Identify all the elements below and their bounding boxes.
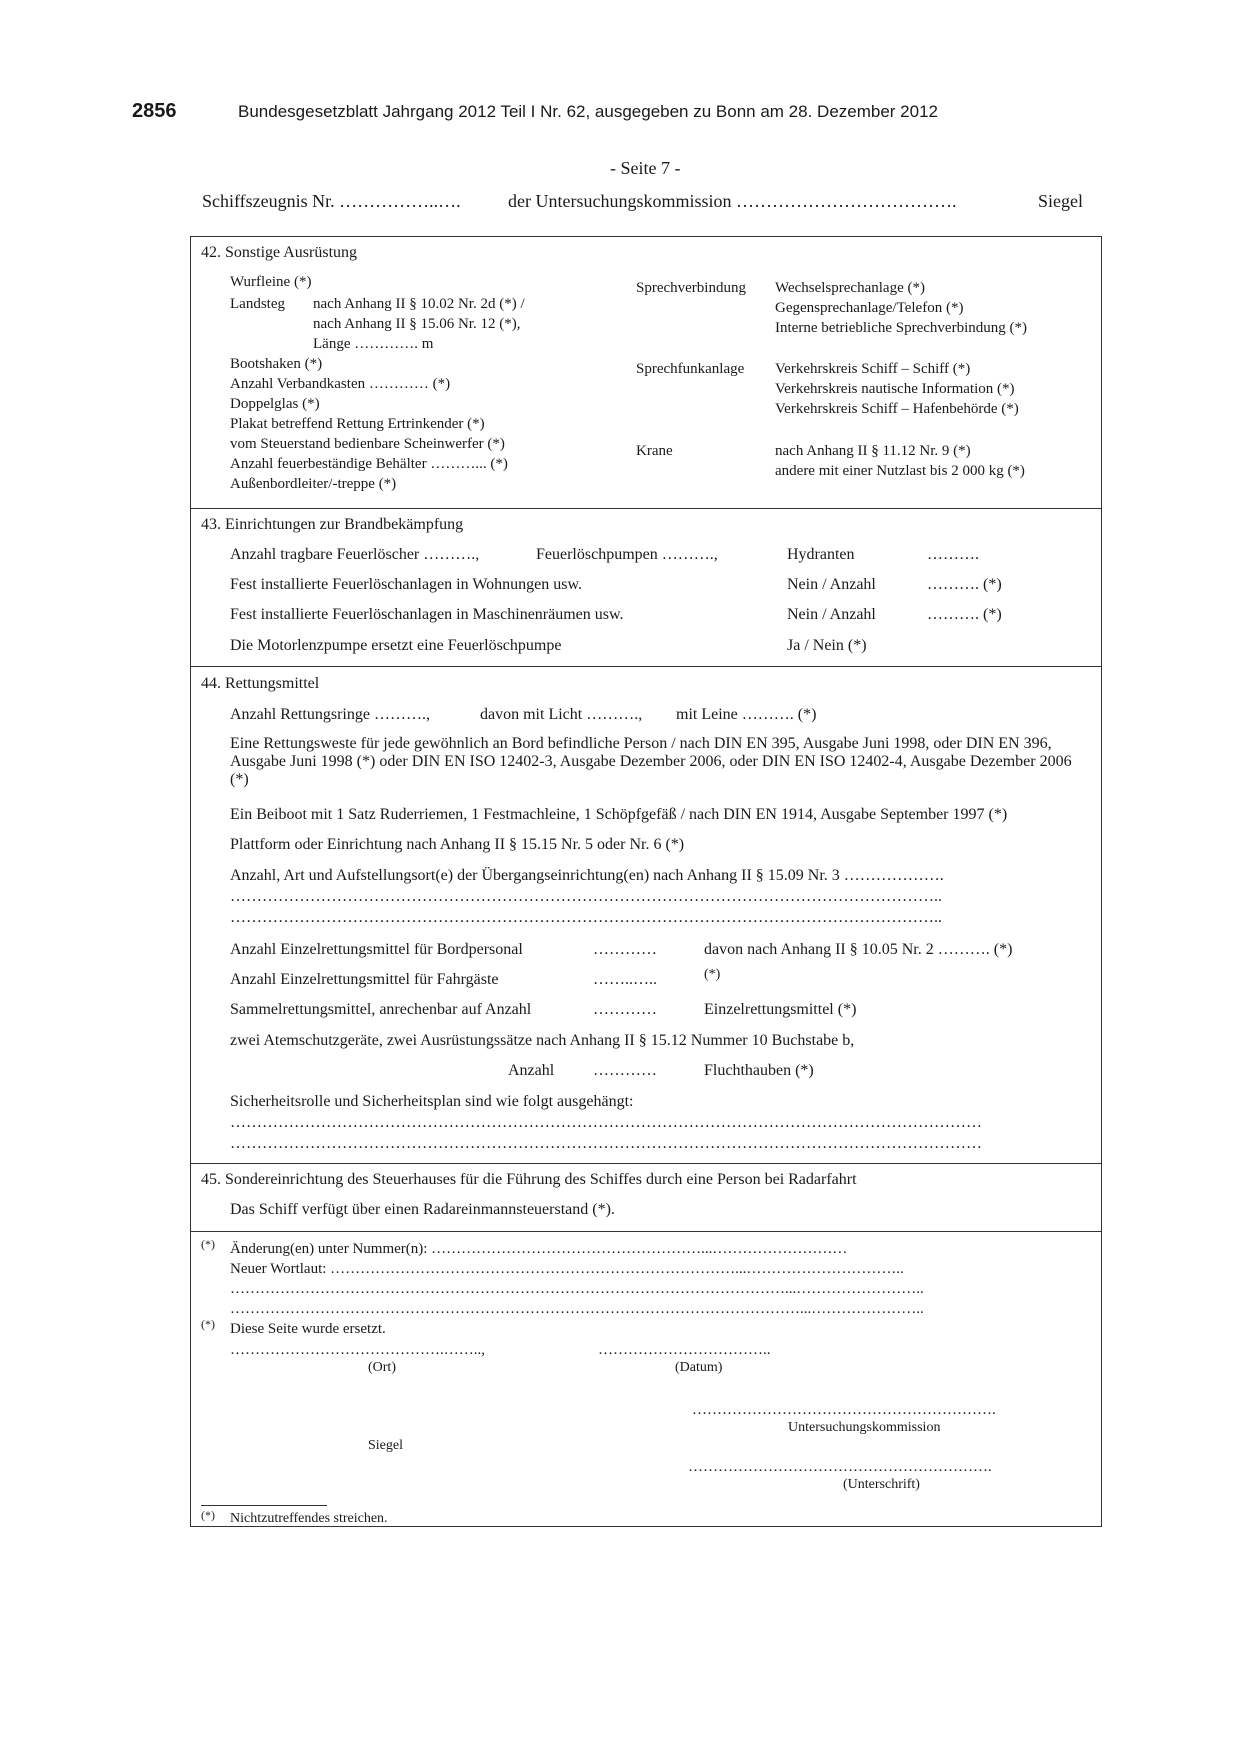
- item-wurfleine: Wurfleine (*): [230, 274, 312, 290]
- rettungsringe-licht: davon mit Licht ……….,: [480, 706, 643, 723]
- item-krane-andere: andere mit einer Nutzlast bis 2 000 kg (*): [775, 463, 1025, 479]
- unterschrift-dots: …………………………………………………….: [688, 1459, 992, 1475]
- gazette-title: Bundesgesetzblatt Jahrgang 2012 Teil I Nr. 62, ausgegeben zu Bonn am 28. Dezember 2012: [238, 102, 938, 121]
- hydranten-dots: ……….: [927, 546, 979, 563]
- cert-number: Schiffszeugnis Nr. ……………..….: [202, 191, 461, 211]
- maschinen-dots: ………. (*): [927, 606, 1002, 623]
- section-44-title: 44. Rettungsmittel: [201, 675, 320, 692]
- footnote-rule: [201, 1505, 327, 1506]
- motorlenzpumpe-ja-nein: Ja / Nein (*): [787, 637, 867, 654]
- commission-line: der Untersuchungskommission ……………………………….: [508, 191, 957, 211]
- sammelrettungsmittel-label: Sammelrettungsmittel, anrechenbar auf Anzahl: [230, 1001, 532, 1018]
- radar-text: Das Schiff verfügt über einen Radareinmannsteuerstand (*).: [230, 1201, 615, 1218]
- seite-ersetzt: Diese Seite wurde ersetzt.: [230, 1321, 386, 1337]
- wortlaut-dots-1: …………………………………………………………………………………………………...……………………..: [230, 1281, 924, 1297]
- item-wechselsprech: Wechselsprechanlage (*): [775, 280, 925, 296]
- wortlaut-dots-2: ……………………………………………………………………………………………………...…………………..: [230, 1301, 924, 1317]
- page-label: - Seite 7 -: [610, 158, 681, 178]
- uebergang-dots-2: ……………………………………………………………………………………………………………………..: [230, 909, 942, 926]
- label-krane: Krane: [636, 443, 673, 459]
- item-scheinwerfer: vom Steuerstand bedienbare Scheinwerfer (*): [230, 436, 505, 452]
- item-landsteg-b: nach Anhang II § 15.06 Nr. 12 (*),: [313, 316, 521, 332]
- footnote-text: Nichtzutreffendes streichen.: [230, 1511, 388, 1526]
- anzahl-label: Anzahl: [508, 1062, 555, 1079]
- item-krane-anhang: nach Anhang II § 11.12 Nr. 9 (*): [775, 443, 971, 459]
- ort-dots: …………………………………….……..,: [230, 1342, 485, 1358]
- footnote-mark: (*): [201, 1237, 215, 1251]
- beiboot-text: Ein Beiboot mit 1 Satz Ruderriemen, 1 Festmachleine, 1 Schöpfgefäß / nach DIN EN 1914, Ausgabe September 1997 (*): [230, 806, 1008, 823]
- fahrgaeste-dots: ……..…..: [593, 971, 657, 988]
- kommission-dots: …………………………………………………….: [692, 1402, 996, 1418]
- fahrgaeste-mark: (*): [704, 967, 721, 982]
- hydranten-label: Hydranten: [787, 546, 855, 563]
- item-aussenbordleiter: Außenbordleiter/-treppe (*): [230, 476, 397, 492]
- datum-dots: ……………………………..: [598, 1342, 771, 1358]
- bordpersonal-label: Anzahl Einzelrettungsmittel für Bordpersonal: [230, 941, 523, 958]
- sicherheitsrolle-text: Sicherheitsrolle und Sicherheitsplan sind wie folgt ausgehängt:: [230, 1093, 634, 1110]
- divider: [190, 1231, 1102, 1232]
- divider: [190, 1163, 1102, 1164]
- item-landsteg: Landsteg: [230, 296, 285, 312]
- wohnungen-dots: ………. (*): [927, 576, 1002, 593]
- seal-label: Siegel: [1038, 191, 1083, 211]
- motorlenzpumpe: Die Motorlenzpumpe ersetzt eine Feuerlöschpumpe: [230, 637, 562, 654]
- label-sprechverbindung: Sprechverbindung: [636, 280, 746, 296]
- item-plakat: Plakat betreffend Rettung Ertrinkender (*): [230, 416, 485, 432]
- item-interne-sprech: Interne betriebliche Sprechverbindung (*): [775, 320, 1027, 336]
- atemschutz-text: zwei Atemschutzgeräte, zwei Ausrüstungssätze nach Anhang II § 15.12 Nummer 10 Buchstabe b,: [230, 1032, 855, 1049]
- wohnungen-nein-anzahl: Nein / Anzahl: [787, 576, 876, 593]
- page-number: 2856: [132, 100, 177, 122]
- einzelrettungsmittel-label: Einzelrettungsmittel (*): [704, 1001, 857, 1018]
- feuerloeschpumpen-count: Feuerlöschpumpen ……….,: [536, 546, 718, 563]
- rettungsringe-leine: mit Leine ………. (*): [676, 706, 817, 723]
- fluchthauben-label: Fluchthauben (*): [704, 1062, 814, 1079]
- footnote-mark: (*): [201, 1317, 215, 1331]
- sammelrettungsmittel-dots: …………: [593, 1001, 657, 1018]
- item-doppelglas: Doppelglas (*): [230, 396, 320, 412]
- kommission-label: Untersuchungskommission: [788, 1420, 941, 1435]
- ort-label: (Ort): [368, 1360, 396, 1375]
- item-laenge: Länge …………. m: [313, 336, 434, 352]
- section-43-title: 43. Einrichtungen zur Brandbekämpfung: [201, 516, 464, 533]
- siegel-label: Siegel: [368, 1438, 403, 1453]
- loeschanlage-maschinen: Fest installierte Feuerlöschanlagen in Maschinenräumen usw.: [230, 606, 624, 623]
- item-schiff-schiff: Verkehrskreis Schiff – Schiff (*): [775, 361, 971, 377]
- wortlaut-line: Neuer Wortlaut: ………………………………………………………………………...…………………………..: [230, 1261, 904, 1277]
- divider: [190, 508, 1102, 509]
- label-sprechfunk: Sprechfunkanlage: [636, 361, 745, 377]
- loeschanlage-wohnungen: Fest installierte Feuerlöschanlagen in Wohnungen usw.: [230, 576, 582, 593]
- item-gegensprech: Gegensprechanlage/Telefon (*): [775, 300, 964, 316]
- item-hafenbehoerde: Verkehrskreis Schiff – Hafenbehörde (*): [775, 401, 1019, 417]
- uebergang-dots-1: ……………………………………………………………………………………………………………………..: [230, 888, 942, 905]
- item-verbandkasten: Anzahl Verbandkasten ………… (*): [230, 376, 451, 392]
- item-behaelter: Anzahl feuerbeständige Behälter ………... (*): [230, 456, 508, 472]
- bordpersonal-dots: …………: [593, 941, 657, 958]
- item-nautische-info: Verkehrskreis nautische Information (*): [775, 381, 1015, 397]
- footnote-mark: (*): [201, 1508, 215, 1522]
- item-landsteg-a: nach Anhang II § 10.02 Nr. 2d (*) /: [313, 296, 525, 312]
- unterschrift-label: (Unterschrift): [843, 1477, 920, 1492]
- uebergang-text: Anzahl, Art und Aufstellungsort(e) der Übergangseinrichtung(en) nach Anhang II § 15.09 Nr. 3 ……………….: [230, 867, 944, 884]
- item-bootshaken: Bootshaken (*): [230, 356, 323, 372]
- rettungsringe-count: Anzahl Rettungsringe ……….,: [230, 706, 430, 723]
- anzahl-dots: …………: [593, 1062, 657, 1079]
- maschinen-nein-anzahl: Nein / Anzahl: [787, 606, 876, 623]
- aenderung-line: Änderung(en) unter Nummer(n): ………………………………………………...………………………: [230, 1241, 848, 1257]
- datum-label: (Datum): [675, 1360, 723, 1375]
- bordpersonal-davon: davon nach Anhang II § 10.05 Nr. 2 ………. (*): [704, 941, 1013, 958]
- sicherheitsrolle-dots-2: ……………………………………………………………………………………………………………………………: [230, 1135, 982, 1152]
- sicherheitsrolle-dots-1: ……………………………………………………………………………………………………………………………: [230, 1114, 982, 1131]
- section-45-title: 45. Sondereinrichtung des Steuerhauses für die Führung des Schiffes durch eine Person bei Radarfahrt: [201, 1171, 857, 1188]
- divider: [190, 666, 1102, 667]
- fahrgaeste-label: Anzahl Einzelrettungsmittel für Fahrgäste: [230, 971, 499, 988]
- rettungsweste-text: Eine Rettungsweste für jede gewöhnlich an Bord befindliche Person / nach DIN EN 395, Ausgabe Juni 1998, oder DIN EN 396, Ausgabe Juni 1998 (*) oder DIN EN ISO 12402-3, Ausgabe Dezember 2006, oder DIN EN ISO 12402-4, Ausgabe Dezember 2006 (*): [230, 735, 1072, 788]
- plattform-text: Plattform oder Einrichtung nach Anhang II § 15.15 Nr. 5 oder Nr. 6 (*): [230, 836, 685, 853]
- section-42-title: 42. Sonstige Ausrüstung: [201, 244, 358, 261]
- feuerloescher-count: Anzahl tragbare Feuerlöscher ……….,: [230, 546, 480, 563]
